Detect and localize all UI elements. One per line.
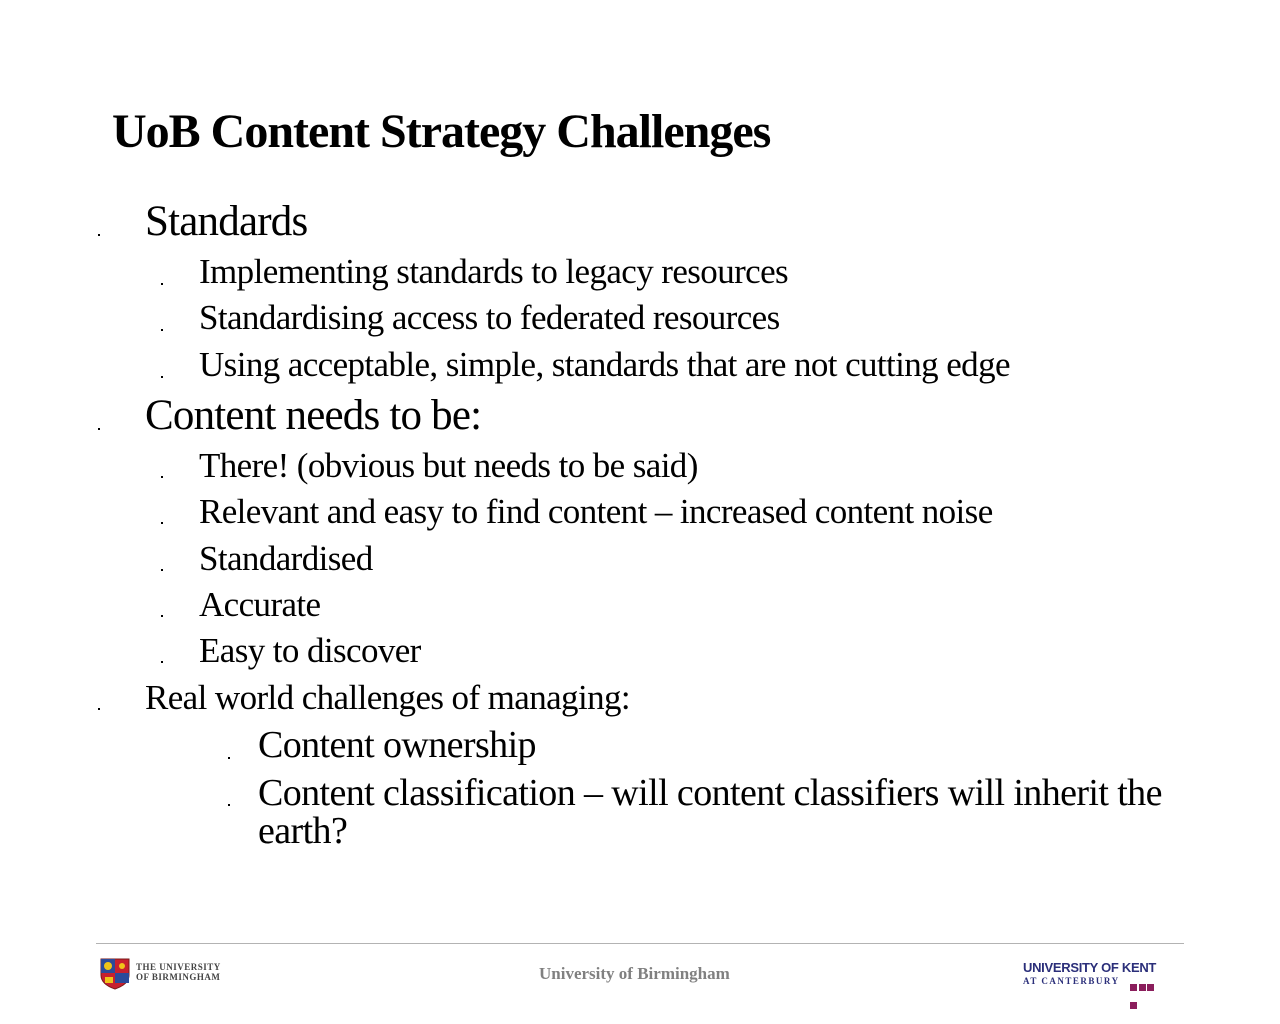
list-item: Easy to discover bbox=[199, 631, 421, 670]
section-heading: Standards bbox=[145, 198, 308, 245]
section-heading: Real world challenges of managing: bbox=[145, 678, 630, 717]
section-heading: Content needs to be: bbox=[145, 392, 482, 439]
bullet-icon bbox=[161, 476, 163, 478]
crest-icon bbox=[99, 957, 131, 990]
uob-logo-line1: THE UNIVERSITY bbox=[136, 962, 221, 972]
kent-logo-title: UNIVERSITY OF KENT bbox=[1023, 960, 1157, 975]
list-item: Accurate bbox=[199, 585, 321, 624]
footer-divider bbox=[96, 943, 1184, 944]
bullet-icon bbox=[161, 376, 163, 378]
slide-title: UoB Content Strategy Challenges bbox=[112, 105, 771, 158]
bullet-icon bbox=[161, 569, 163, 571]
kent-logo-blocks-icon bbox=[1130, 978, 1163, 985]
bullet-icon bbox=[161, 329, 163, 331]
list-item: Content classification – will content classifiers will inherit the earth? bbox=[258, 772, 1162, 852]
list-item: Relevant and easy to find content – increased content noise bbox=[199, 492, 993, 531]
list-item: Using acceptable, simple, standards that are not cutting edge bbox=[199, 345, 1010, 384]
bullet-icon bbox=[98, 708, 100, 710]
bullet-icon bbox=[161, 661, 163, 663]
footer-center-text: University of Birmingham bbox=[539, 964, 730, 983]
bullet-icon bbox=[98, 428, 100, 430]
bullet-icon bbox=[161, 283, 163, 285]
kent-logo-subtitle: AT CANTERBURY bbox=[1023, 976, 1120, 986]
list-item: Standardised bbox=[199, 539, 373, 578]
bullet-icon bbox=[161, 615, 163, 617]
list-item: There! (obvious but needs to be said) bbox=[199, 446, 698, 485]
list-item: Standardising access to federated resources bbox=[199, 298, 780, 337]
bullet-icon bbox=[161, 522, 163, 524]
bullet-icon bbox=[228, 804, 230, 806]
uob-logo-text bbox=[136, 962, 221, 982]
bullet-icon bbox=[228, 757, 230, 759]
list-item: Implementing standards to legacy resources bbox=[199, 252, 789, 291]
uob-logo-line2: OF BIRMINGHAM bbox=[136, 972, 221, 982]
list-item: Content ownership bbox=[258, 724, 536, 766]
bullet-icon bbox=[98, 234, 100, 236]
